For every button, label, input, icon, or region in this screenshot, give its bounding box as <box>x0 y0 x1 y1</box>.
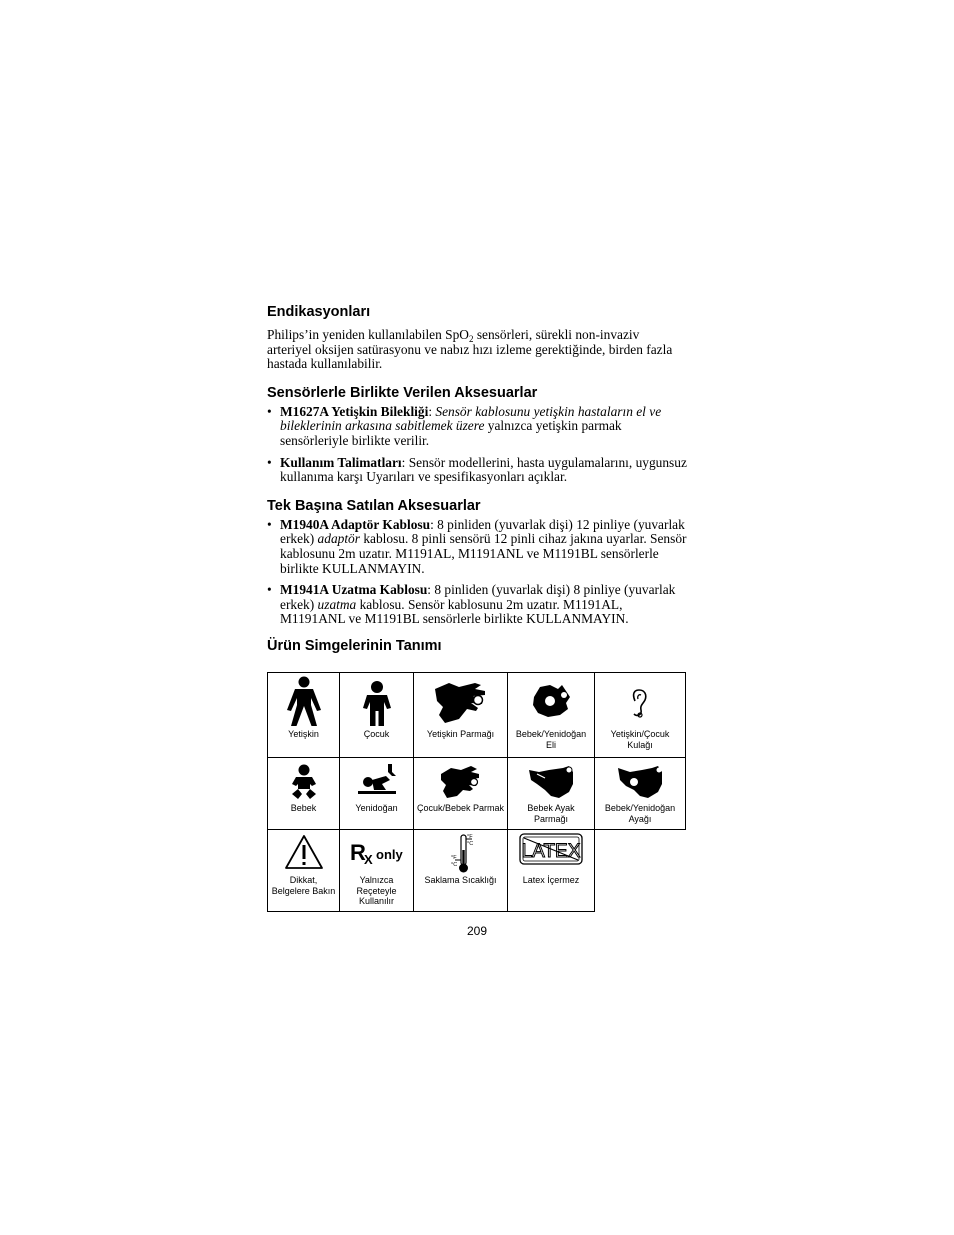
symbol-label: Bebek Ayak Parmağı <box>527 803 575 824</box>
symbol-cell <box>595 758 685 824</box>
svg-text:°C: °C <box>466 841 473 847</box>
page-content <box>267 303 687 655</box>
warning-icon <box>282 830 326 875</box>
symbol-cell <box>340 673 413 740</box>
svg-text:X: X <box>363 852 373 867</box>
symbols-table <box>267 672 686 912</box>
symbol-cell <box>340 830 413 907</box>
paragraph-endikasyonlar: Philips’in yeniden kullanılabilen SpO$_2$ sensörleri, sürekli non-invaziv arteriyel oksijen satürasyonu ve nabız hızı izleme gerektiğinde, birden fazla hastada kullanılabilir. <box>267 327 673 372</box>
page-number: 209 <box>466 924 488 938</box>
symbol-label: Çocuk/Bebek Parmak <box>416 803 505 813</box>
infant-toe-icon <box>523 758 579 803</box>
symbol-cell <box>268 673 339 740</box>
svg-text:°F: °F <box>450 855 457 861</box>
symbol-label: Yalnızca Reçeteyle Kullanılır <box>356 875 397 906</box>
symbol-label: Çocuk <box>363 729 390 739</box>
latex-free-icon <box>516 830 586 875</box>
symbol-label: Bebek <box>290 803 317 813</box>
list-item: • M1941A Uzatma Kablosu: 8 pinliden (yuvarlak dişi) 8 pinliye (yuvarlak erkek) uzatma kablosu. Sensör kablosunu 2m uzatır. M1191AL, M1191ANL ve M1191BL sensörlerle birlikte KULLANMAYIN. <box>267 582 676 627</box>
svg-text:°F: °F <box>466 834 473 840</box>
infant-icon <box>284 758 324 803</box>
symbol-label: Dikkat, Belgelere Bakın <box>271 875 336 896</box>
symbol-cell <box>508 830 594 886</box>
symbol-label: Latex İçermez <box>522 875 580 885</box>
list-item: • M1627A Yetişkin Bilekliği: Sensör kablosunu yetişkin hastaların el ve bileklerinin arkasına sabitlemek üzere yalnızca yetişkin parmak sensörleriyle birlikte verilir. <box>267 403 662 448</box>
symbol-label: Yetişkin <box>288 729 319 739</box>
symbol-label: Yetişkin/Çocuk Kulağı <box>610 729 670 750</box>
rx-only-icon <box>344 830 410 875</box>
child-icon <box>357 673 397 729</box>
heading-simgeler: Ürün Simgelerinin Tanımı <box>267 637 442 654</box>
symbol-cell <box>268 758 339 814</box>
adult-hand-icon <box>429 673 493 729</box>
heading-birlikte: Sensörlerle Birlikte Verilen Aksesuarlar <box>267 384 538 401</box>
infant-foot-icon <box>612 758 668 803</box>
list-item: • M1940A Adaptör Kablosu: 8 pinliden (yuvarlak dişi) 12 pinliye (yuvarlak erkek) adaptör kablosu. 8 pinli sensörü 12 pinli cihaz jakına uyarlar. Sensör kablosunu 2m uzatır. M1191AL, M1191ANL ve M1191BL sensörlerle birlikte KULLANMAYIN. <box>267 516 687 576</box>
symbol-cell <box>508 673 594 750</box>
thermometer-icon <box>436 830 486 875</box>
symbol-label: Yetişkin Parmağı <box>426 729 495 739</box>
ear-icon <box>620 673 660 729</box>
list-birlikte <box>267 405 687 485</box>
svg-text:R: R <box>349 840 366 865</box>
symbol-label: Saklama Sıcaklığı <box>424 875 497 885</box>
symbol-cell <box>595 673 685 750</box>
symbol-cell <box>340 758 413 814</box>
child-hand-icon <box>433 758 489 803</box>
symbol-cell <box>414 673 507 740</box>
symbol-cell <box>268 830 339 896</box>
list-item: • Kullanım Talimatları: Sensör modellerini, hasta uygulamalarını, uygunsuz kullanıma karşı Uyarıları ve spesifikasyonları açıklar. <box>267 454 687 485</box>
heading-endikasyonlar: Endikasyonları <box>267 304 371 320</box>
heading-tek-basina: Tek Başına Satılan Aksesuarlar <box>267 497 481 514</box>
symbol-cell <box>414 758 507 814</box>
symbol-label: Bebek/Yenidoğan Ayağı <box>604 803 676 824</box>
symbol-label: Bebek/Yenidoğan Eli <box>515 729 587 750</box>
svg-text:LATEX: LATEX <box>521 841 581 862</box>
list-tek-basina <box>267 518 687 627</box>
symbol-label: Yenidoğan <box>355 803 398 813</box>
adult-icon <box>284 673 324 729</box>
svg-text:only: only <box>375 847 403 862</box>
symbol-cell <box>508 758 594 824</box>
neonate-icon <box>352 758 402 803</box>
infant-hand-icon <box>526 673 576 729</box>
symbol-cell <box>414 830 507 886</box>
svg-text:°C: °C <box>450 862 457 868</box>
